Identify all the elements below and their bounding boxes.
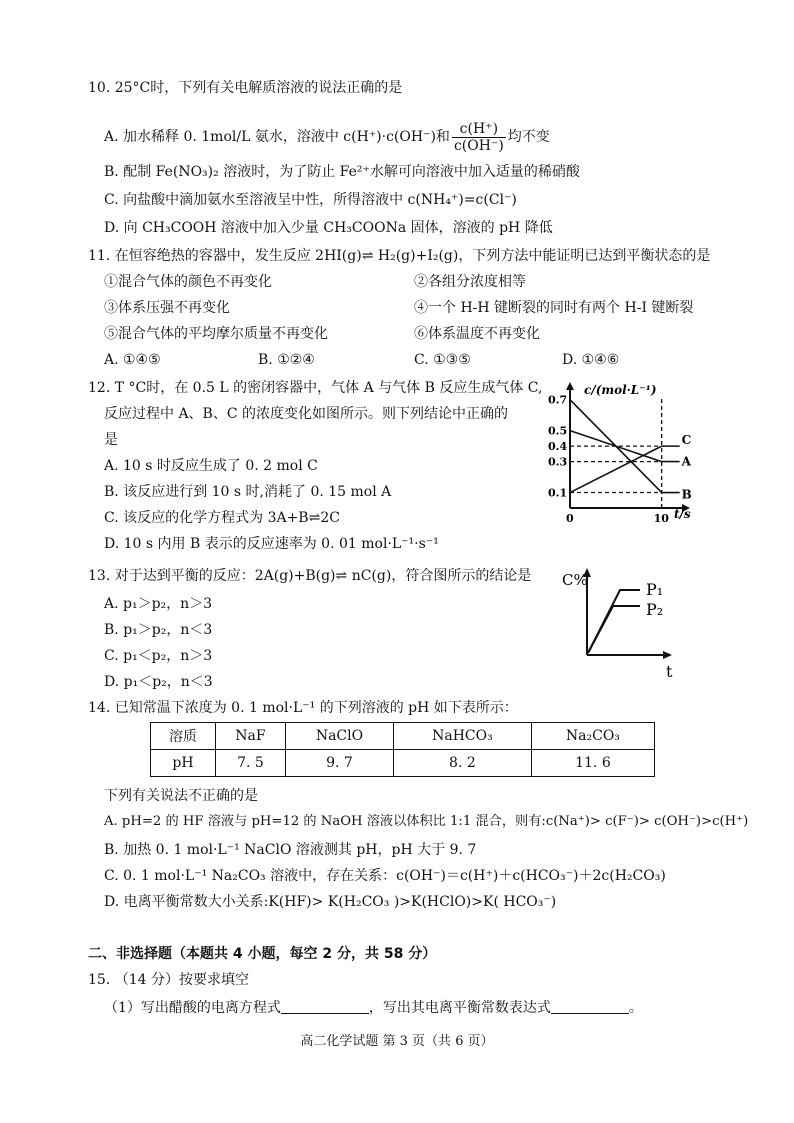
q10-option-b: B. 配制 Fe(NO₃)₂ 溶液时，为了防止 Fe²⁺水解可向溶液中加入适量的稀硝酸 <box>104 164 580 180</box>
q12-series-label-A: A <box>681 454 691 469</box>
table-header-cell: NaHCO₃ <box>393 723 531 750</box>
q13-option-d: D. p₁＜p₂，n＜3 <box>104 674 213 690</box>
table-cell: 7. 5 <box>215 750 285 777</box>
table-header-cell: 溶质 <box>151 723 216 750</box>
q11-statement-4: ④一个 H-H 键断裂的同时有两个 H-I 键断裂 <box>414 300 694 316</box>
q10-option-a <box>104 118 550 156</box>
q14-stem: 14. 已知常温下浓度为 0. 1 mol·L⁻¹ 的下列溶液的 pH 如下表所示： <box>88 700 518 716</box>
q15-answer-blank-2[interactable] <box>551 999 629 1014</box>
q12-y-tick-label: 0.7 <box>548 393 568 407</box>
q14-option-a: A. pH=2 的 HF 溶液与 pH=12 的 NaOH 溶液以体积比 1:1 混合，则有:c(Na⁺)> c(F⁻)> c(OH⁻)>c(H⁺) <box>104 814 749 829</box>
q14-ph-table <box>150 722 655 777</box>
q12-y-tick-label: 0.4 <box>548 440 568 454</box>
q15-part-1-b: ，写出其电离平衡常数表达式 <box>368 1000 551 1016</box>
q12-option-d: D. 10 s 内用 B 表示的反应速率为 0. 01 mol·L⁻¹·s⁻¹ <box>104 536 439 552</box>
q11-statement-1: ①混合气体的颜色不再变化 <box>104 274 272 290</box>
q12-chart-ylabel: c/(mol·L⁻¹) <box>584 383 657 397</box>
q15-stem: 15. （14 分）按要求填空 <box>88 972 249 988</box>
q10-stem: 10. 25°C时，下列有关电解质溶液的说法正确的是 <box>88 80 403 96</box>
q11-statement-5: ⑤混合气体的平均摩尔质量不再变化 <box>104 326 328 342</box>
q12-option-a: A. 10 s 时反应生成了 0. 2 mol C <box>104 458 318 474</box>
q15-part-1-a: （1）写出醋酸的电离方程式 <box>104 1000 281 1016</box>
q15-part-1 <box>104 998 643 1018</box>
q10-option-a-post: 均不变 <box>507 129 550 145</box>
q14-option-c: C. 0. 1 mol·L⁻¹ Na₂CO₃ 溶液中，存在关系：c(OH⁻)＝c(H⁺)＋c(HCO₃⁻)＋2c(H₂CO₃) <box>104 868 666 884</box>
q13-percent-time-chart <box>560 565 690 685</box>
table-header-cell: Na₂CO₃ <box>531 723 654 750</box>
q11-option-c: C. ①③⑤ <box>414 352 471 368</box>
q13-chart-ylabel: C% <box>562 571 588 589</box>
q12-option-c: C. 该反应的化学方程式为 3A+B⇌2C <box>104 510 340 526</box>
q14-prompt: 下列有关说法不正确的是 <box>104 788 258 804</box>
table-cell: pH <box>151 750 216 777</box>
q13-chart-xlabel: t <box>666 662 673 681</box>
q14-option-b: B. 加热 0. 1 mol·L⁻¹ NaClO 溶液测其 pH，pH 大于 9. 7 <box>104 842 477 858</box>
q11-option-b: B. ①②④ <box>258 352 315 368</box>
q13-option-a: A. p₁＞p₂，n＞3 <box>104 596 213 612</box>
table-cell: 8. 2 <box>393 750 531 777</box>
q12-series-line-C <box>570 446 662 492</box>
q13-label-p1: P₁ <box>646 580 664 599</box>
q12-chart-xlabel: t/s <box>674 507 691 521</box>
table-row <box>151 723 655 750</box>
page-footer: 高二化学试题 第 3 页（共 6 页） <box>300 1034 494 1049</box>
q13-option-b: B. p₁＞p₂，n＜3 <box>104 622 213 638</box>
q15-answer-blank-1[interactable] <box>281 999 369 1014</box>
section-title: 二、非选择题（本题共 4 小题，每空 2 分，共 58 分） <box>88 946 437 962</box>
q11-option-d: D. ①④⑥ <box>562 352 620 368</box>
q11-option-a: A. ①④⑤ <box>104 352 161 368</box>
q10-option-c: C. 向盐酸中滴加氨水至溶液呈中性，所得溶液中 c(NH₄⁺)=c(Cl⁻) <box>104 192 517 208</box>
q10-fraction-den: c(OH⁻) <box>453 137 504 154</box>
q13-curve-p2 <box>588 606 640 653</box>
q12-x-tick-label: 10 <box>653 512 669 525</box>
q12-x-tick-label: 0 <box>566 512 574 525</box>
q11-statement-2: ②各组分浓度相等 <box>414 274 526 290</box>
table-cell: 11. 6 <box>531 750 654 777</box>
q13-stem: 13. 对于达到平衡的反应：2A(g)+B(g)⇌ nC(g)，符合图所示的结论是 <box>88 568 532 584</box>
q10-fraction <box>452 121 506 154</box>
q11-statement-3: ③体系压强不再变化 <box>104 300 230 316</box>
q12-series-label-C: C <box>681 433 692 448</box>
q12-stem-3: 是 <box>104 432 118 448</box>
q13-curve-p1 <box>588 590 640 653</box>
q12-stem-2: 反应过程中 A、B、C 的浓度变化如图所示。则下列结论中正确的 <box>104 406 509 422</box>
q13-x-arrow <box>663 651 672 659</box>
q12-concentration-chart <box>540 378 690 528</box>
q11-stem: 11. 在恒容绝热的容器中，发生反应 2HI(g)⇌ H₂(g)+I₂(g)，下列方法中能证明已达到平衡状态的是 <box>88 248 711 264</box>
table-header-cell: NaClO <box>285 723 393 750</box>
q12-stem-1: 12. T °C时，在 0.5 L 的密闭容器中，气体 A 与气体 B 反应生成气体 C, <box>88 380 543 396</box>
q12-y-tick-label: 0.3 <box>548 455 568 469</box>
q10-option-d: D. 向 CH₃COOH 溶液中加入少量 CH₃COONa 固体，溶液的 pH 降低 <box>104 220 553 236</box>
q13-option-c: C. p₁＜p₂，n＞3 <box>104 648 213 664</box>
q12-option-b: B. 该反应进行到 10 s 时,消耗了 0. 15 mol A <box>104 484 392 500</box>
table-cell: 9. 7 <box>285 750 393 777</box>
q12-y-tick-label: 0.5 <box>548 424 568 438</box>
table-header-cell: NaF <box>215 723 285 750</box>
table-row <box>151 750 655 777</box>
q10-option-a-pre: A. 加水稀释 0. 1mol/L 氨水，溶液中 c(H⁺)·c(OH⁻)和 <box>104 129 450 145</box>
q11-statement-6: ⑥体系温度不再变化 <box>414 326 540 342</box>
q12-y-arrow <box>566 382 574 390</box>
q13-label-p2: P₂ <box>646 600 664 619</box>
q10-fraction-num: c(H⁺) <box>452 121 506 138</box>
q14-option-d: D. 电离平衡常数大小关系:K(HF)> K(H₂CO₃ )>K(HClO)>K( HCO₃⁻) <box>104 894 557 910</box>
q15-part-1-c: 。 <box>628 1000 643 1016</box>
q12-series-label-B: B <box>681 487 692 502</box>
q12-y-tick-label: 0.1 <box>548 486 568 500</box>
